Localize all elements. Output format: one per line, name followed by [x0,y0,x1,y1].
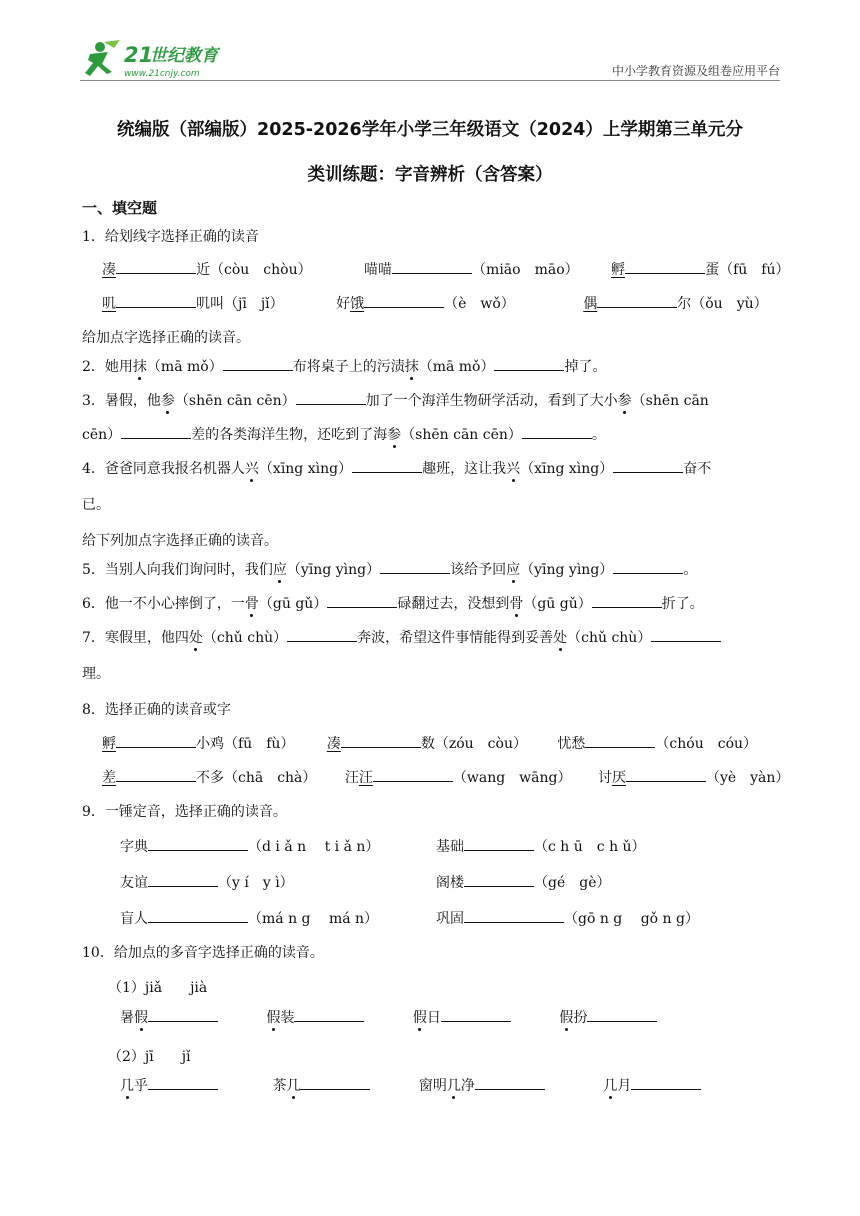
q9-item-4: 阁楼 （gé gè） [436,872,611,892]
q10-part2-pinyin: （2）jī jǐ [108,1049,191,1065]
q9-item-6: 巩固 （gō n g gǒ n g） [436,908,699,928]
q9-item-3: 友谊 （y í y ì） [120,872,294,892]
q10-stem: 10．给加点的多音字选择正确的读音。 [82,945,324,961]
instruction-1: 给加点字选择正确的读音。 [82,330,250,346]
q9-item-5: 盲人 （má n g má n） [120,908,378,928]
q8-stem: 8．选择正确的读音或字 [82,702,231,718]
q8-row1: 孵 小鸡（fū fù） 凑 数（zóu còu） 忧愁 （chóu cóu） [102,733,757,753]
q3-line1: 3．暑假，他参（shēn cān cēn） 加了一个海洋生物研学活动，看到了大小参（shēn cān [82,390,709,410]
q4-line1: 4．爸爸同意我报名机器人兴（xīng xìng） 趣班，这让我兴（xīng xìng） 奋不 [82,458,711,478]
q5: 5．当别人向我们询问时，我们应（yīng yìng） 该给予回应（yīng yìng） 。 [82,559,697,579]
svg-text:21: 21 [124,43,154,67]
q2: 2．她用抹（mā mǒ） 布将桌子上的污渍抹（mā mǒ） 掉了。 [82,356,606,376]
q8-row2: 差 不多（chā chà） 汪汪 （wang wāng） 讨厌 （yè yàn） [102,767,789,787]
q4-line2: 已。 [82,497,110,513]
section-heading: 一、填空题 [82,199,158,217]
svg-text:www.21cnjy.com: www.21cnjy.com [124,69,200,79]
q10-part2-words: 几乎 茶几 窗明几净 几月 [120,1075,701,1095]
instruction-2: 给下列加点字选择正确的读音。 [82,533,278,549]
doc-title-line1: 统编版（部编版）2025-2026学年小学三年级语文（2024）上学期第三单元分 [117,120,743,140]
header-divider [80,80,780,81]
q7-line1: 7．寒假里，他四处（chǔ chù） 奔波，希望这件事情能得到妥善处（chǔ chù） [82,627,721,647]
q9-item-2: 基础 （c h ū c h ǔ） [436,836,646,856]
q1-row1: 凑 近（còu chòu） 喵喵 （miāo māo） 孵 蛋（fū fú） [102,259,790,279]
q6: 6．他一不小心摔倒了，一骨（gū gǔ） 碌翻过去，没想到骨（gū gǔ） 折了。 [82,593,704,613]
q7-line2: 理。 [82,666,110,682]
q10-part1-pinyin: （1）jiǎ jià [108,980,208,996]
platform-name: 中小学教育资源及组卷应用平台 [611,64,780,78]
q1-row2: 叽 叽叫（jī jǐ） 好饿 （è wǒ） 偶 尔（ǒu yù） [102,293,768,313]
doc-title-line2: 类训练题：字音辨析（含答案） [307,165,553,185]
q10-part1-words: 暑假 假装 假日 假扮 [120,1007,657,1027]
site-logo [80,38,240,80]
q9-item-1: 字典 （d i ǎ n t i ǎ n） [120,836,379,856]
svg-text:世纪教育: 世纪教育 [150,46,218,66]
runner-icon [85,40,120,76]
q9-stem: 9．一锤定音，选择正确的读音。 [82,804,287,820]
q3-line2: cēn） 差的各类海洋生物，还吃到了海参（shēn cān cēn） 。 [82,424,606,444]
q1-stem: 1．给划线字选择正确的读音 [82,229,259,245]
